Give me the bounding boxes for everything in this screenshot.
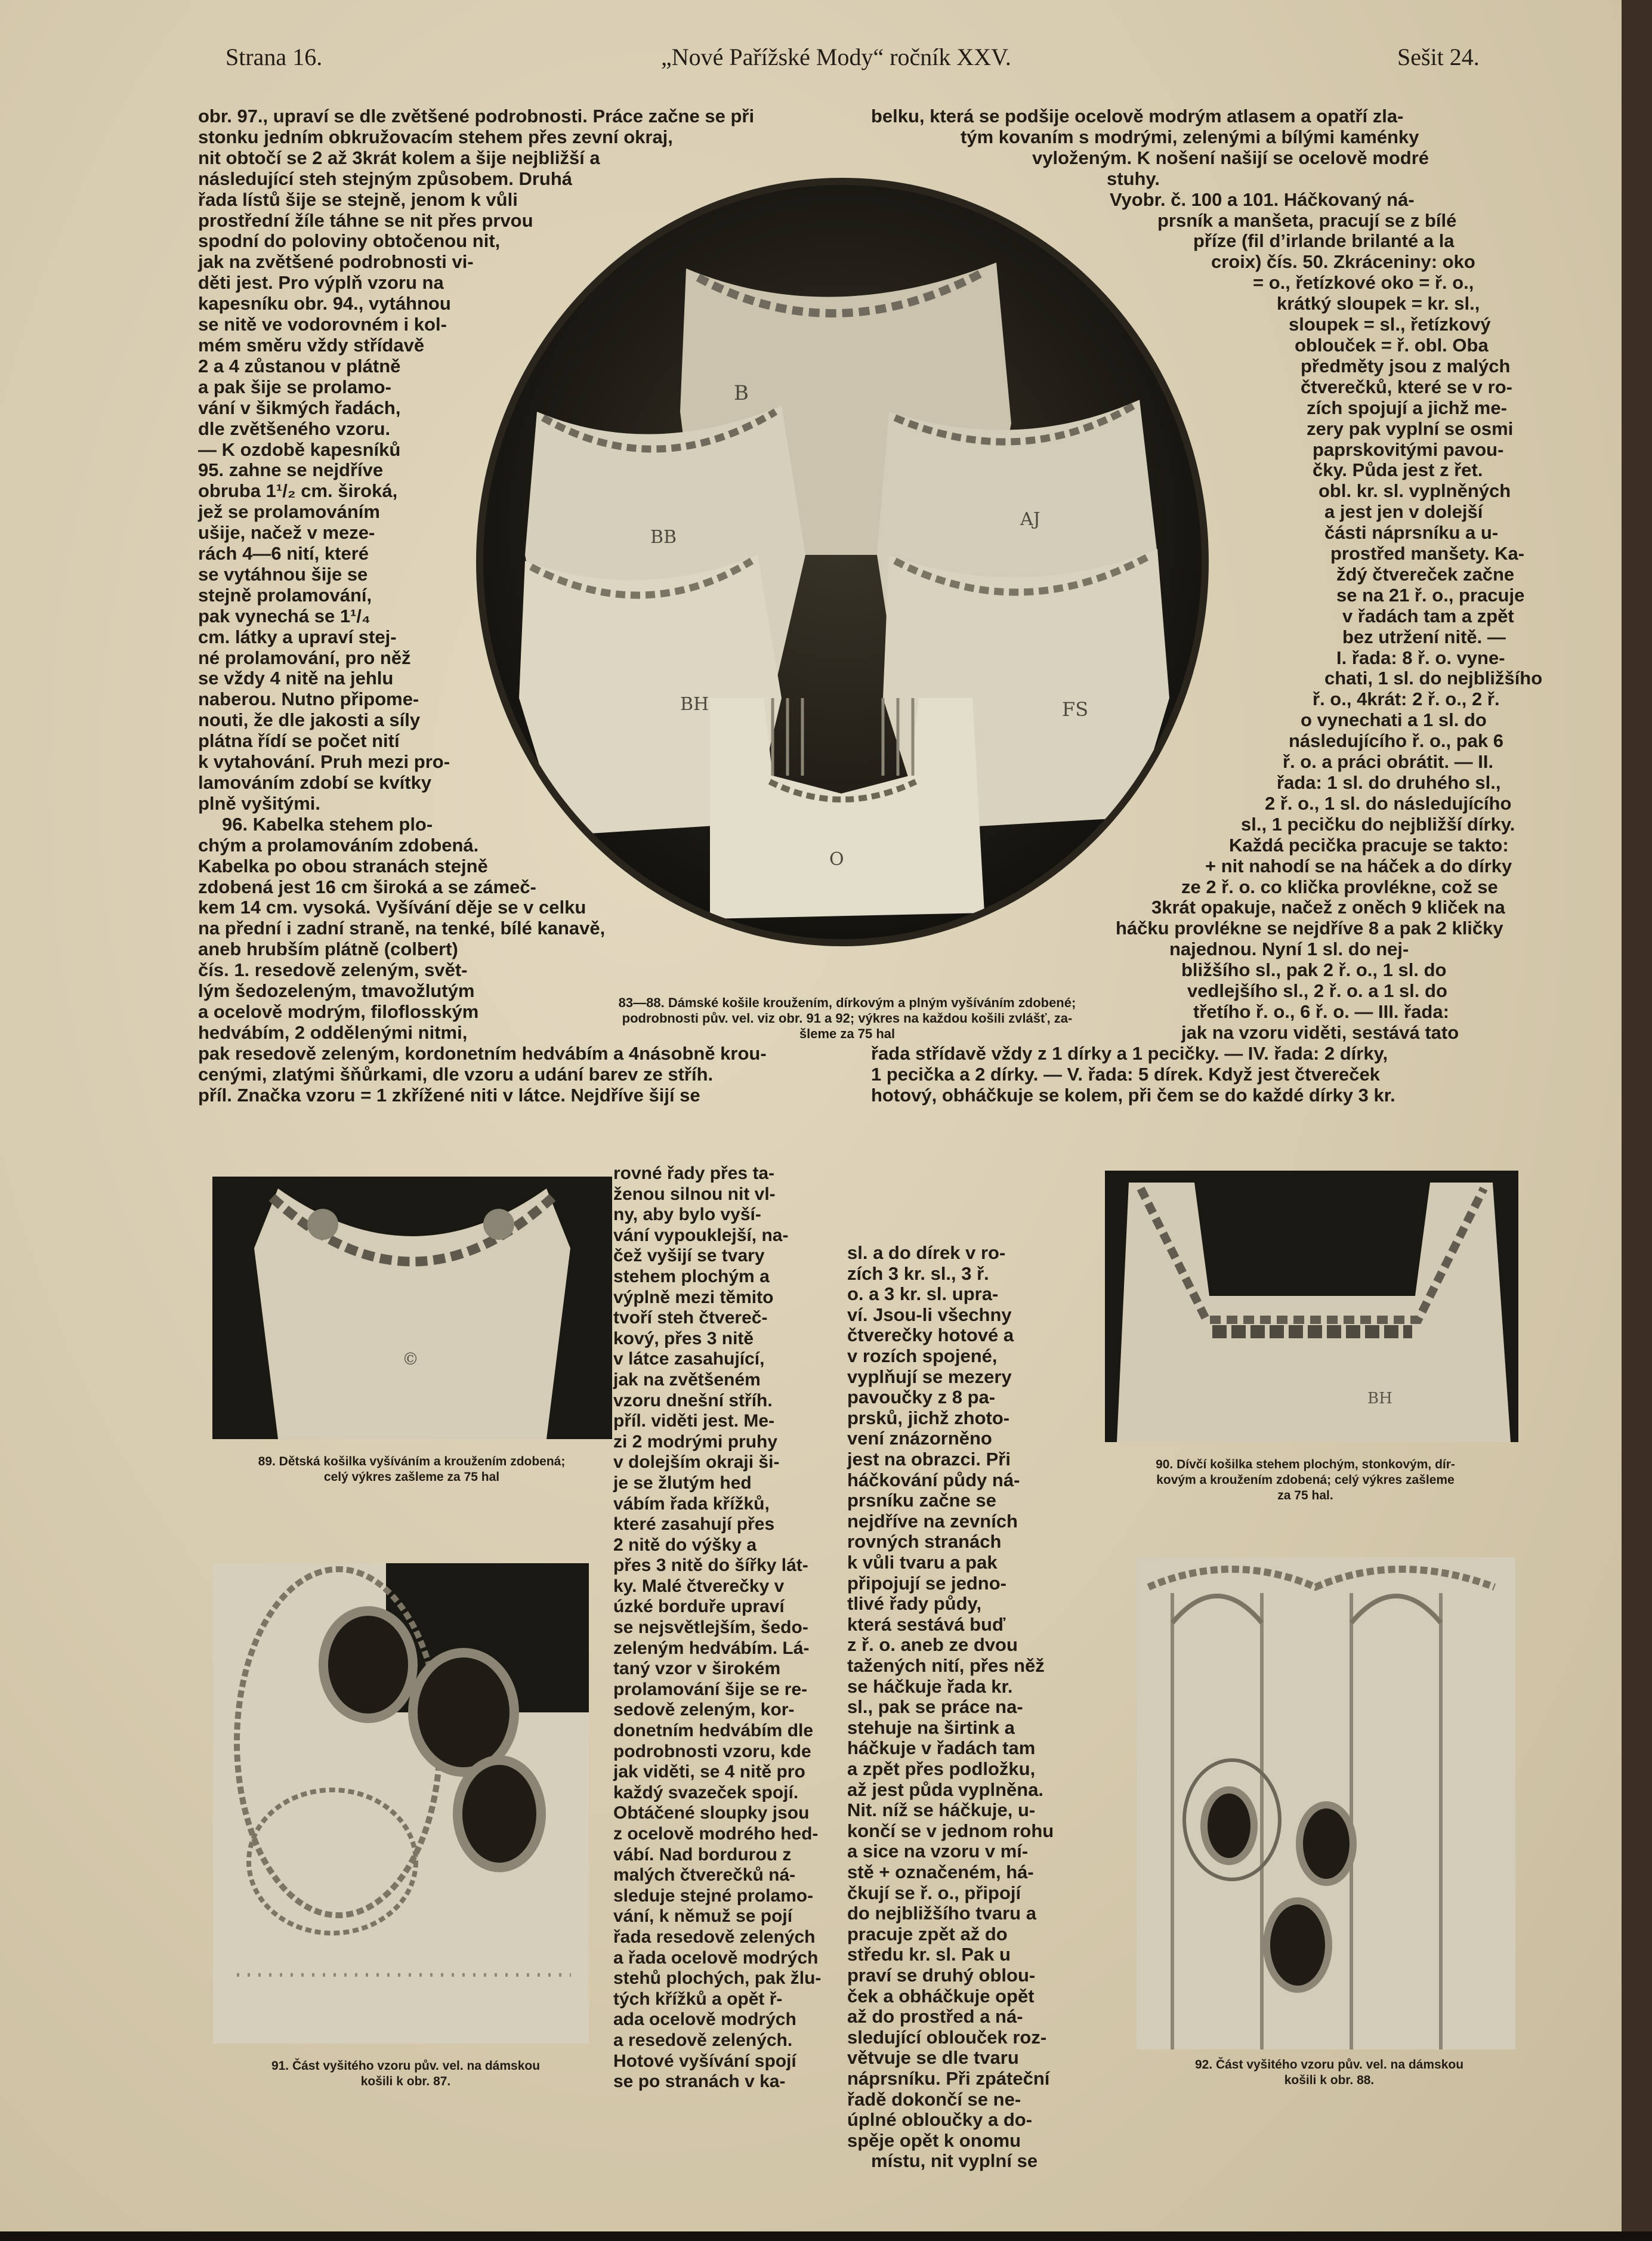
text-line: nouti, že dle jakosti a síly: [198, 709, 421, 731]
text-line: sl., pak se práce na-: [847, 1696, 1023, 1718]
text-line: se vždy 4 nitě na jehlu: [198, 668, 394, 689]
text-line: příze (fil d’irlande brilanté a la: [1193, 230, 1455, 252]
text-line: chým a prolamováním zdobená.: [198, 834, 479, 856]
text-line: ny, aby bylo vyší-: [613, 1205, 761, 1225]
text-line: tažených nití, přes něž: [847, 1655, 1045, 1676]
text-line: sl. a do dírek v ro-: [847, 1242, 1006, 1263]
text-line: ví. Jsou-li všechny: [847, 1304, 1012, 1325]
text-line: ř. o., 4krát: 2 ř. o., 2 ř.: [1313, 689, 1500, 710]
text-line: naberou. Nutno připome-: [198, 689, 419, 710]
text-line: k vytahování. Pruh mezi pro-: [198, 751, 450, 773]
text-line: vení znázorněno: [847, 1428, 992, 1449]
text-line: belku, která se podšije ocelově modrým atlasem a opatří zla-: [871, 106, 1404, 126]
text-line: se háčkuje řada kr.: [847, 1675, 1013, 1697]
monogram-label: B: [734, 381, 749, 405]
text-line: stonku jedním obkružovacím stehem přes zevní okraj,: [198, 126, 673, 147]
text-line: vyloženým. K nošení našijí se ocelově modré: [1032, 147, 1429, 168]
text-line: lamováním zdobí se kvítky: [198, 772, 432, 793]
text-line: které zasahují přes: [613, 1514, 775, 1535]
monogram-label: AJ: [1020, 509, 1040, 530]
text-line: rovné řady přes ta-: [613, 1163, 775, 1183]
text-line: stehů plochých, pak žlu-: [613, 1968, 822, 1989]
text-line: ky. Malé čtverečky v: [613, 1576, 785, 1596]
text-line: obruba 1¹/₂ cm. široká,: [198, 480, 398, 502]
text-line: prostřední žíle táhne se nit přes prvou: [198, 209, 533, 231]
text-line: prostřed manšety. Ka-: [1330, 543, 1525, 564]
text-line: řada: 1 sl. do druhého sl.,: [1277, 772, 1501, 793]
text-line: řadě dokončí se ne-: [847, 2088, 1021, 2110]
scan-edge-bottom: [0, 2231, 1652, 2241]
text-line: stehuje na širtink a: [847, 1717, 1015, 1738]
text-line: Hotové vyšívání spojí: [613, 2051, 796, 2071]
caption-90: 90. Dívčí košilka stehem plochým, stonkovým, dír- kovým a kroužením zdobená; celý výkres zašleme za 75 hal.: [1156, 1458, 1455, 1502]
text-line: je se žlutým hed: [613, 1473, 752, 1493]
text-line: děti jest. Pro výplň vzoru na: [198, 272, 444, 294]
page-number: Strana 16.: [226, 44, 323, 70]
text-line: mém směru vždy střídavě: [198, 334, 425, 356]
text-line: spodní do poloviny obtočenou nit,: [198, 230, 501, 252]
text-line: jest na obrazci. Při: [847, 1449, 1011, 1470]
text-line: 2 nitě do výšky a: [613, 1535, 757, 1555]
text-line: lým šedozeleným, tmavožlutým: [198, 980, 475, 1002]
text-line: 2 ř. o., 1 sl. do následujícího: [1265, 792, 1512, 814]
text-line: cenými, zlatými šňůrkami, dle vzoru a udání barev ze stříh.: [198, 1063, 714, 1085]
text-line: řada resedově zelených: [613, 1927, 816, 1947]
text-line: ada ocelově modrých: [613, 2010, 796, 2030]
text-line: oblouček = ř. obl. Oba: [1295, 334, 1489, 356]
text-line: zi 2 modrými pruhy: [613, 1431, 778, 1452]
text-line: čtverečků, které se v ro-: [1301, 376, 1512, 397]
text-line: výplně mezi těmito: [613, 1287, 774, 1307]
text-line: — K ozdobě kapesníků: [198, 439, 401, 460]
text-line: sledující oblouček roz-: [847, 2026, 1047, 2048]
text-line: a ocelově modrým, filoflosským: [198, 1001, 479, 1022]
monogram-label: FS: [1062, 698, 1089, 721]
text-line: háčkuje v řadách tam: [847, 1737, 1036, 1759]
magazine-title: „Nové Pařížské Mody“ ročník XXV.: [661, 44, 1011, 70]
svg-text:BH: BH: [1367, 1390, 1392, 1407]
text-line: třetího ř. o., 6 ř. o. — III. řada:: [1193, 1001, 1449, 1022]
text-line: která sestává buď: [847, 1613, 1006, 1635]
text-line: a řada ocelově modrých: [613, 1947, 819, 1968]
photo-embroidery-detail-91: [213, 1563, 589, 2044]
text-line: podrobnosti vzoru, kde: [613, 1741, 811, 1761]
text-line: zery pak vyplní se osmi: [1307, 418, 1514, 439]
text-line: ček a obháčkuje opět: [847, 1985, 1035, 2007]
text-line: 1 pecička a 2 dírky. — V. řada: 5 dírek. Když jest čtvereček: [871, 1063, 1380, 1085]
text-line: se nejsvětlejším, šedo-: [613, 1618, 808, 1638]
text-line: hedvábím, 2 oddělenými nitmi,: [198, 1021, 468, 1043]
text-line: rách 4—6 nití, které: [198, 543, 369, 564]
text-line: bez utržení nitě. —: [1342, 626, 1506, 647]
text-line: rovných stranách: [847, 1531, 1002, 1552]
text-line: vání, k němuž se pojí: [613, 1906, 793, 1927]
text-line: o. a 3 kr. sl. upra-: [847, 1283, 999, 1305]
text-line: stehem plochým a: [613, 1266, 770, 1286]
text-line: prsků, jichž zhoto-: [847, 1407, 1010, 1428]
text-line: pracuje zpět až do: [847, 1923, 1008, 1944]
photo-embroidery-detail-92: [1137, 1557, 1515, 2049]
text-line: kem 14 cm. vysoká. Vyšívání děje se v celku: [198, 897, 586, 918]
text-line: Každá pecička pracuje se takto:: [1229, 834, 1509, 856]
text-line: a resedově zelených.: [613, 2030, 793, 2050]
text-line: pavoučky z 8 pa-: [847, 1387, 996, 1408]
text-line: obr. 97., upraví se dle zvětšené podrobnosti. Práce začne se při: [198, 106, 755, 126]
photo-girl-shirt-90: [1105, 1171, 1518, 1442]
text-line: vyplňují se mezery: [847, 1366, 1012, 1387]
text-line: vzoru dnešní stříh.: [613, 1390, 773, 1410]
text-line: čís. 1. resedově zeleným, svět-: [198, 959, 468, 981]
text-line: úplné obloučky a do-: [847, 2109, 1033, 2131]
scan-edge-right: [1622, 0, 1652, 2241]
text-line: příl. Značka vzoru = 1 zkřížené niti v látce. Nejdříve šijí se: [198, 1084, 700, 1106]
text-line: sedově zeleným, kor-: [613, 1700, 795, 1720]
text-line: k vůli tvaru a pak: [847, 1552, 998, 1573]
text-line: aneb hrubším plátně (colbert): [198, 939, 458, 960]
text-line: každý svazeček spojí.: [613, 1782, 799, 1802]
text-line: prsníku začne se: [847, 1490, 996, 1511]
text-line: chati, 1 sl. do nejbližšího: [1324, 668, 1543, 689]
text-line: jak na zvětšeném: [613, 1369, 761, 1390]
text-line: krátký sloupek = kr. sl.,: [1277, 293, 1480, 314]
text-line: kapesníku obr. 94., vytáhnou: [198, 293, 451, 314]
text-line: prolamování šije se re-: [613, 1679, 808, 1699]
text-line: pak resedově zeleným, kordonetním hedvábím a 4násobně krou-: [198, 1042, 767, 1064]
text-line: končí se v jednom rohu: [847, 1820, 1054, 1841]
text-line: náprsníku. Při zpáteční: [847, 2068, 1050, 2089]
text-line: paprskovitými pavou-: [1313, 439, 1504, 460]
text-line: jak viděti, se 4 nitě pro: [613, 1762, 805, 1782]
text-line: a sice na vzoru v mí-: [847, 1841, 1029, 1862]
text-line: nit obtočí se 2 až 3krát kolem a šije nejbližší a: [198, 147, 600, 168]
photo-child-shirt-89: [212, 1177, 612, 1439]
text-line: Nit. níž se háčkuje, u-: [847, 1799, 1036, 1821]
text-line: následujícího ř. o., pak 6: [1289, 730, 1504, 752]
text-line: předměty jsou z malých: [1301, 355, 1511, 376]
text-line: donetním hedvábím dle: [613, 1721, 814, 1741]
text-line: tlivé řady půdy,: [847, 1593, 982, 1615]
text-line: malých čtverečků ná-: [613, 1865, 796, 1885]
text-line: řada lístů šije se stejně, jenom k vůli: [198, 189, 518, 210]
text-line: čež vyšijí se tvary: [613, 1246, 765, 1266]
text-line: croix) čís. 50. Zkráceniny: oko: [1211, 251, 1475, 273]
text-line: až jest půda vyplněna.: [847, 1779, 1044, 1800]
text-line: jež se prolamováním: [198, 501, 380, 523]
text-line: spěje opět k onomu: [847, 2129, 1021, 2151]
monogram-label: BH: [680, 694, 709, 715]
text-line: přes 3 nitě do šířky lát-: [613, 1555, 808, 1576]
text-line: vedlejšího sl., 2 ř. o. a 1 sl. do: [1187, 980, 1447, 1002]
text-line: jak na vzoru viděti, sestává tato: [1181, 1021, 1459, 1043]
text-line: připojují se jedno-: [847, 1572, 1006, 1594]
text-line: sloupek = sl., řetízkový: [1289, 314, 1491, 335]
text-line: 96. Kabelka stehem plo-: [222, 813, 433, 835]
text-line: a zpět přes podložku,: [847, 1758, 1036, 1779]
text-line: a pak šije se prolamo-: [198, 376, 391, 397]
text-line: až do prostřed a ná-: [847, 2006, 1023, 2027]
text-line: tých křížků a opět ř-: [613, 1989, 783, 2009]
text-line: čtverečky hotové a: [847, 1325, 1014, 1346]
text-line: háčkování půdy ná-: [847, 1469, 1020, 1490]
text-line: = o., řetízkové oko = ř. o.,: [1253, 272, 1474, 294]
left-column-text: [198, 106, 767, 1106]
text-line: následující steh stejným způsobem. Druhá: [198, 168, 573, 189]
text-line: v rozích spojené,: [847, 1345, 998, 1366]
text-line: se po stranách v ka-: [613, 2072, 786, 2092]
text-line: háčku provlékne se nejdříve 8 a pak 2 kličky: [1116, 918, 1503, 939]
text-line: sl., 1 pecičku do nejbližší dírky.: [1241, 813, 1515, 835]
text-line: stě + označeném, há-: [847, 1862, 1034, 1882]
text-line: cm. látky a upraví stej-: [198, 626, 397, 647]
text-line: Obtáčené sloupky jsou: [613, 1803, 810, 1823]
text-line: ř. o. a práci obrátit. — II.: [1283, 751, 1494, 773]
text-line: se vytáhnou šije se: [198, 563, 368, 585]
text-line: bližšího sl., pak 2 ř. o., 1 sl. do: [1181, 959, 1447, 981]
monogram-label: O: [829, 849, 844, 870]
text-line: dle zvětšeného vzoru.: [198, 418, 391, 439]
text-line: větvuje se dle tvaru: [847, 2047, 1019, 2069]
text-line: a jest jen v dolejší: [1324, 501, 1483, 523]
text-line: do nejbližšího tvaru a: [847, 1903, 1036, 1924]
text-line: ženou silnou nit vl-: [613, 1184, 776, 1204]
text-line: ždý čtvereček začne: [1336, 563, 1515, 585]
text-line: zích 3 kr. sl., 3 ř.: [847, 1263, 989, 1284]
issue-number: Sešit 24.: [1397, 44, 1480, 70]
text-line: I. řada: 8 ř. o. vyne-: [1336, 647, 1505, 668]
text-line: taný vzor v širokém: [613, 1659, 781, 1679]
text-line: o vynechati a 1 sl. do: [1301, 709, 1487, 731]
text-line: v řadách tam a zpět: [1342, 605, 1514, 626]
text-line: praví se druhý oblou-: [847, 1965, 1036, 1986]
text-line: 2 a 4 zůstanou v plátně: [198, 355, 401, 376]
text-line: se nitě ve vodorovném i kol-: [198, 314, 447, 335]
text-line: vábí. Nad bordurou z: [613, 1844, 792, 1865]
text-line: stejně prolamování,: [198, 584, 372, 606]
text-line: ze 2 ř. o. co klička provlékne, což se: [1181, 876, 1498, 897]
text-line: na přední i zadní straně, na tenké, bílé kanavě,: [198, 918, 606, 939]
text-line: hotový, obháčkuje se kolem, při čem se do každé dírky 3 kr.: [871, 1084, 1395, 1106]
svg-text:©: ©: [402, 1349, 419, 1369]
text-line: plně vyšitými.: [198, 792, 321, 814]
caption-91: 91. Část vyšitého vzoru pův. vel. na dámskou košili k obr. 87.: [271, 2059, 541, 2088]
text-line: vání v šikmých řadách,: [198, 397, 401, 418]
text-line: úzké borduře upraví: [613, 1597, 785, 1617]
text-line: se na 21 ř. o., pracuje: [1336, 584, 1525, 606]
text-line: né prolamování, pro něž: [198, 647, 411, 668]
caption-92: 92. Část vyšitého vzoru pův. vel. na dámskou košili k obr. 88.: [1194, 2058, 1464, 2087]
text-line: vání vypouklejší, na-: [613, 1225, 789, 1245]
text-line: zích spojují a jichž me-: [1307, 397, 1507, 418]
monogram-label: BB: [650, 527, 677, 548]
caption-89: 89. Dětská košilka vyšíváním a kroužením zdobená; celý výkres zašleme za 75 hal: [258, 1455, 566, 1484]
text-line: čky. Půda jest z řet.: [1313, 459, 1483, 481]
text-line: vábím řada křížků,: [613, 1493, 770, 1514]
text-line: řada střídavě vždy z 1 dírky a 1 pecičky. — IV. řada: 2 dírky,: [871, 1042, 1388, 1064]
text-line: části náprsníku a u-: [1324, 522, 1499, 544]
text-line: sleduje stejné prolamo-: [613, 1885, 814, 1906]
text-line: z ocelově modrého hed-: [613, 1824, 819, 1844]
text-line: ušije, načež v meze-: [198, 522, 375, 544]
text-line: příl. viděti jest. Me-: [613, 1411, 775, 1431]
text-line: obl. kr. sl. vyplněných: [1318, 480, 1511, 502]
text-line: 3krát opakuje, načež z oněch 9 kliček na: [1151, 897, 1505, 918]
text-line: čkují se ř. o., připojí: [847, 1882, 1021, 1903]
text-line: zeleným hedvábím. Lá-: [613, 1638, 810, 1658]
text-line: zdobená jest 16 cm široká a se zámeč-: [198, 876, 536, 897]
text-line: v dolejším okraji ši-: [613, 1452, 780, 1473]
text-line: 95. zahne se nejdříve: [198, 459, 384, 481]
text-line: prsník a manšeta, pracují se z bílé: [1157, 209, 1457, 231]
text-line: tým kovaním s modrými, zelenými a bílými kaménky: [961, 126, 1419, 147]
text-line: plátna řídí se počet nití: [198, 730, 400, 752]
text-line: jak na zvětšené podrobnosti vi-: [198, 251, 474, 273]
text-line: Vyobr. č. 100 a 101. Háčkovaný ná-: [1110, 189, 1415, 210]
text-line: najednou. Nyní 1 sl. do nej-: [1169, 939, 1409, 960]
text-line: Kabelka po obou stranách stejně: [198, 855, 488, 876]
text-line: + nit nahodí se na háček a do dírky: [1205, 855, 1512, 876]
text-line: kový, přes 3 nitě: [613, 1328, 754, 1348]
caption-83-88: 83—88. Dámské košile kroužením, dírkovým a plným vyšíváním zdobené; podrobnosti pův. vel. viz obr. 91 a 92; výkres na každou košili zvlášť, za- šleme za 75 hal: [618, 995, 1076, 1041]
middle-column-text: [613, 1163, 864, 2092]
text-line: stuhy.: [1107, 168, 1160, 189]
text-line: nejdříve na zevních: [847, 1510, 1018, 1532]
text-line: místu, nit vyplní se: [871, 2150, 1038, 2172]
text-line: v látce zasahující,: [613, 1349, 765, 1369]
text-line: pak vynechá se 1¹/₄: [198, 605, 370, 626]
text-line: středu kr. sl. Pak u: [847, 1944, 1011, 1965]
text-line: tvoří steh čtvereč-: [613, 1308, 768, 1328]
text-line: z ř. o. aneb ze dvou: [847, 1634, 1018, 1656]
